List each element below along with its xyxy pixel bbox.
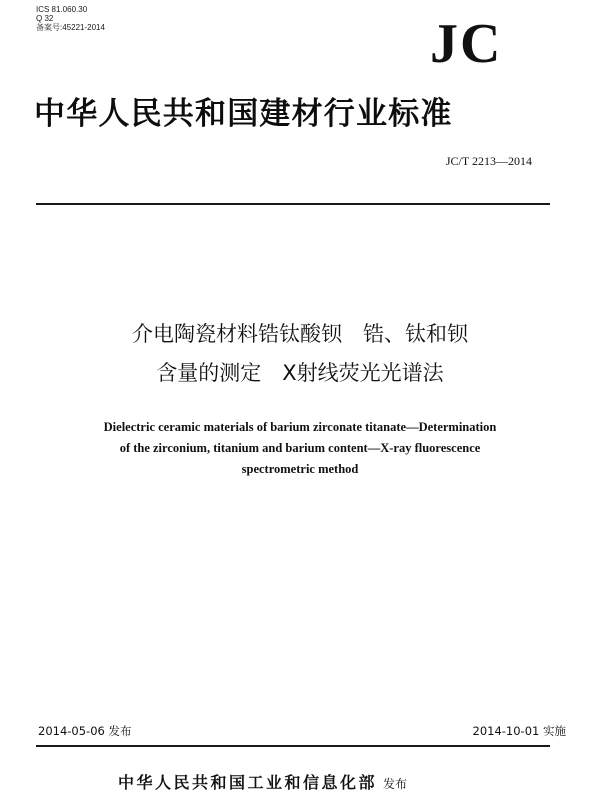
ccs-code: Q 32: [36, 14, 54, 23]
chinese-title-line-1: 介电陶瓷材料锆钛酸钡 锆、钛和钡: [132, 322, 468, 346]
implementation-date: 2014-10-01 实施: [472, 724, 566, 738]
top-divider: [36, 203, 550, 205]
issuing-authority: [118, 770, 407, 793]
standard-number: JC/T 2213—2014: [445, 154, 532, 168]
filing-number: 备案号:45221-2014: [36, 23, 105, 32]
ics-code: ICS 81.060.30: [36, 5, 88, 14]
chinese-title-line-2: 含量的测定 X射线荧光光谱法: [156, 361, 444, 385]
issue-date: 2014-05-06 发布: [38, 724, 132, 738]
jc-logo: JC: [430, 13, 503, 75]
issuer-org: 中华人民共和国工业和信息化部: [118, 773, 378, 792]
english-title-line-2: of the zirconium, titanium and barium content—X-ray fluorescence: [119, 441, 481, 455]
english-title-line-3: spectrometric method: [241, 462, 359, 476]
issuer-action: 发布: [383, 777, 408, 791]
bottom-divider: [36, 745, 550, 747]
classification-block: [36, 5, 105, 32]
english-title-line-1: Dielectric ceramic materials of barium zirconate titanate—Determination: [103, 420, 497, 434]
standard-category-title: 中华人民共和国建材行业标准: [34, 96, 453, 132]
